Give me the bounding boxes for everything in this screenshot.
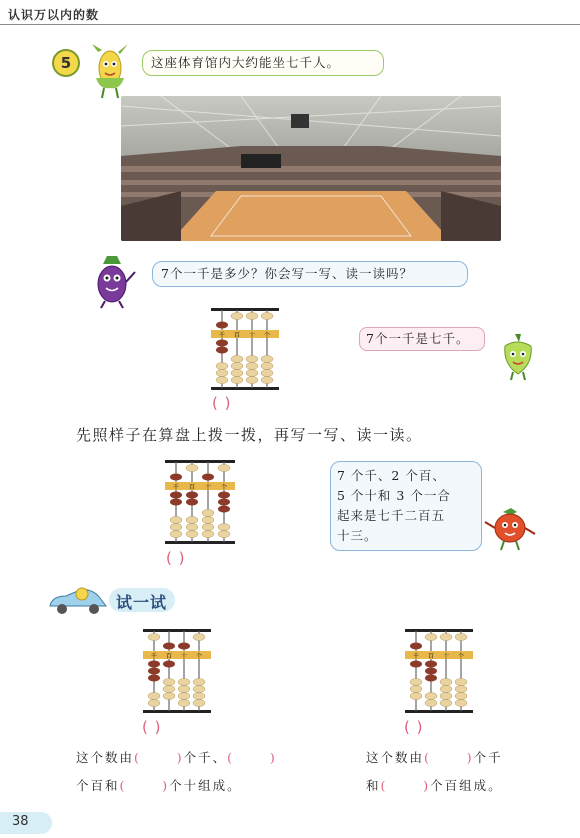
abacus-label-tens: 十 [180,653,188,660]
chapter-title: 认识万以内的数 [8,8,100,22]
speech-bubble-question: 7个一千是多少？你会写一写、读一读吗？ [152,261,468,287]
pepper-mascot-icon [497,332,539,382]
abacus-label-tens: 十 [204,484,212,491]
blank-right-thousands[interactable]: ( ) [424,750,474,765]
car-mascot-icon [46,582,110,616]
blank-right-hundreds[interactable]: ( ) [380,778,431,793]
answer-blank-4[interactable]: ( ) [404,718,424,736]
abacus-label-hundreds: 百 [427,653,435,660]
abacus-label-hundreds: 百 [233,332,241,339]
abacus-label-hundreds: 百 [165,653,173,660]
abacus-label-thousands: 千 [172,484,180,491]
abacus-exercise-left [141,627,213,715]
blank-left-hundreds[interactable]: ( ) [227,750,277,765]
abacus-label-ones: 个 [195,653,203,660]
exercise-right-text-d: 个百组成。 [430,778,503,793]
explain-line-2: 5 个十和 3 个一合 [337,488,451,503]
explain-line-1: 7 个千、2 个百、 [337,468,446,483]
corn-mascot-icon [88,42,132,100]
explain-line-3: 起来是七千二百五 [337,508,446,523]
abacus-label-ones: 个 [457,653,465,660]
example-number-badge: 5 [52,49,80,77]
abacus-label-hundreds: 百 [188,484,196,491]
abacus-label-thousands: 千 [218,332,226,339]
blank-left-tens[interactable]: ( ) [119,778,170,793]
speech-bubble-stadium: 这座体育馆内大约能坐七千人。 [142,50,384,76]
exercise-left-text-d: 个十组成。 [169,778,242,793]
abacus-7000 [209,306,281,392]
exercise-right-line2 [366,776,503,794]
exercise-left-line1 [76,748,277,766]
eggplant-mascot-icon [87,252,137,310]
exercise-left-line2 [76,776,242,794]
blank-left-thousands[interactable]: ( ) [134,750,184,765]
exercise-right-text-b: 个千 [473,750,503,765]
exercise-left-text-b: 个千、 [183,750,228,765]
abacus-label-tens: 十 [248,332,256,339]
abacus-exercise-right [403,627,475,715]
exercise-right-line1 [366,748,503,766]
abacus-7253 [163,458,237,546]
abacus-label-thousands: 千 [412,653,420,660]
speech-bubble-explain [330,461,482,551]
answer-blank-2[interactable]: ( ) [166,549,186,567]
abacus-label-ones: 个 [263,332,271,339]
header-divider [0,24,580,25]
abacus-label-ones: 个 [220,484,228,491]
exercise-right-text-c: 和 [366,778,381,793]
instruction-text: 先照样子在算盘上拨一拨，再写一写、读一读。 [76,426,423,444]
answer-blank-1[interactable]: ( ) [212,394,232,412]
section-title: 试一试 [116,593,168,612]
explain-line-4: 十三。 [337,528,378,543]
speech-bubble-answer: 7个一千是七千。 [359,327,485,351]
stadium-photo [121,96,501,241]
page-number: 38 [12,814,29,829]
exercise-left-text-a: 这个数由 [76,750,135,765]
tomato-mascot-icon [481,506,539,552]
exercise-right-text-a: 这个数由 [366,750,425,765]
abacus-label-tens: 十 [442,653,450,660]
abacus-label-thousands: 千 [150,653,158,660]
exercise-left-text-c: 个百和 [76,778,120,793]
answer-blank-3[interactable]: ( ) [142,718,162,736]
